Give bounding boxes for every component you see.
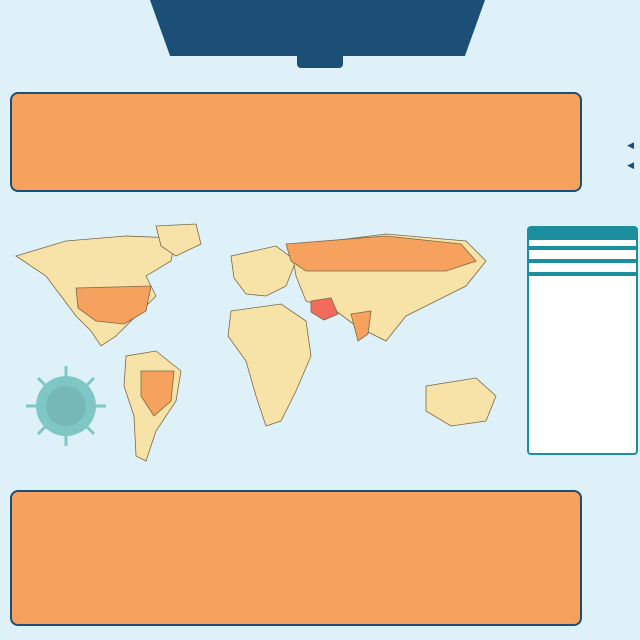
africa: [228, 304, 311, 426]
stats-cases-value: [529, 250, 636, 253]
stats-deaths-value: [529, 263, 636, 266]
bottom-countries-grid: [10, 490, 582, 626]
row-label-deaths: ◀: [627, 161, 634, 171]
europe: [231, 246, 296, 296]
row-label-cases: ◀: [627, 141, 634, 151]
australia: [426, 378, 496, 426]
global-stats-panel: [527, 226, 638, 455]
india-highlight: [351, 311, 371, 341]
title-banner: [150, 0, 485, 56]
world-map: [6, 216, 526, 486]
stats-heading: [529, 228, 636, 240]
stats-recovered-value: [529, 276, 636, 279]
virus-illustration: [26, 366, 106, 446]
top-countries-grid: [10, 92, 582, 192]
isna-tab: [297, 53, 343, 68]
